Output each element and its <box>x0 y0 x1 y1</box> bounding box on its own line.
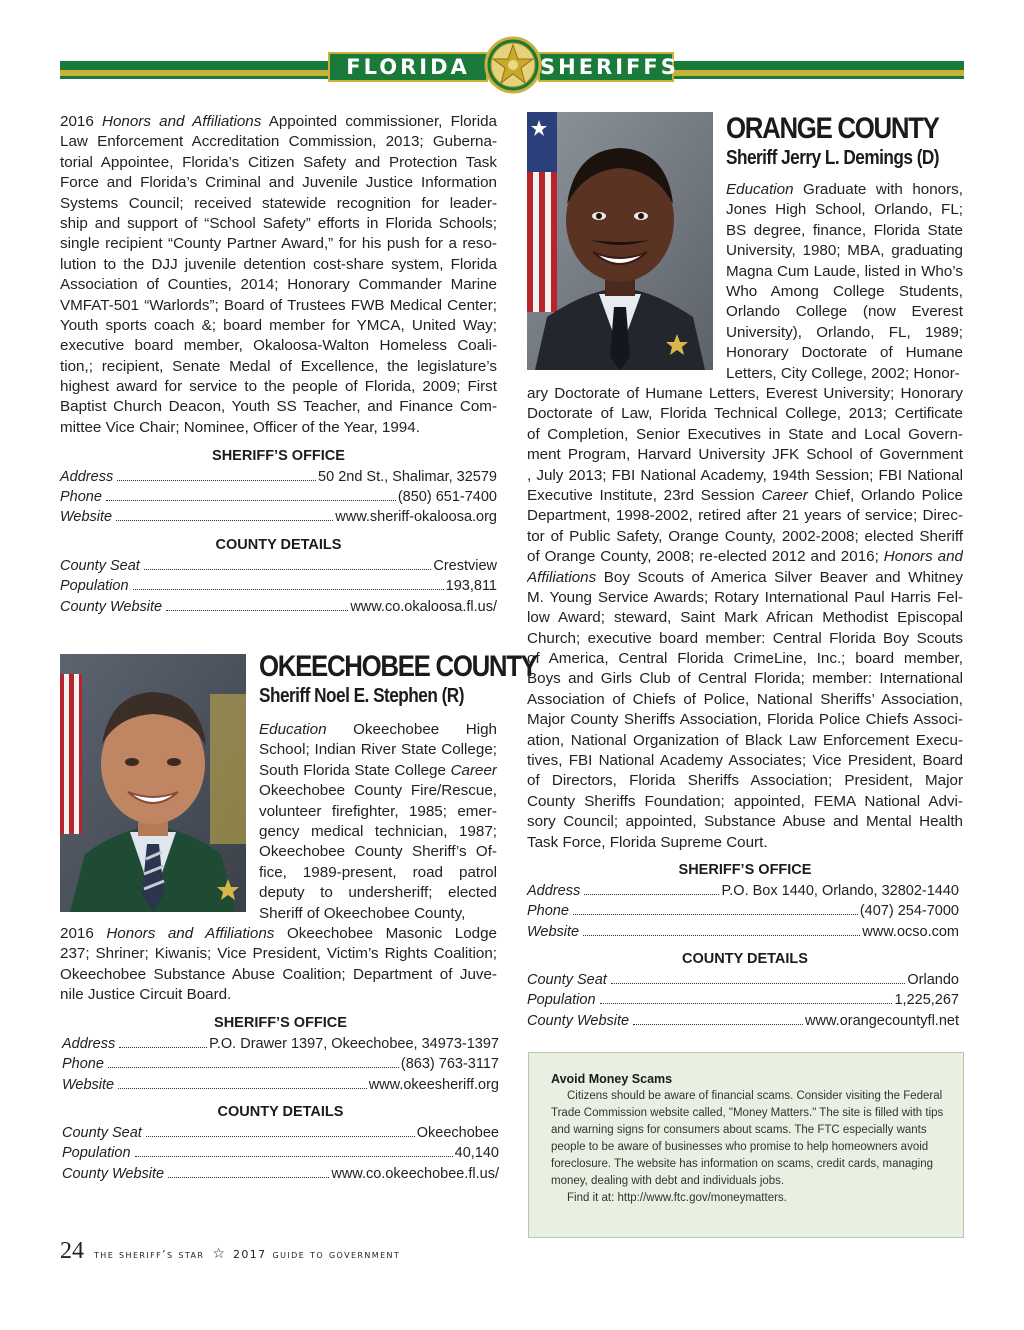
orange-population: Population 1,225,267 <box>527 992 959 1008</box>
bio-line: of Directors, Florida Sheriffs Association; President, Major <box>527 772 963 790</box>
star-icon: ☆ <box>212 1245 225 1261</box>
bio-line: County Sheriffs Foundation; appointed, FEMA National Advi- <box>527 792 963 810</box>
bio-line: fice, 1989-present, road patrol <box>259 863 497 881</box>
okeechobee-bio <box>259 720 497 924</box>
bio-line: Who Among College Students, <box>726 282 963 300</box>
okaloosa-office-heading: SHERIFF’S OFFICE <box>212 448 345 464</box>
scam-box-body: Citizens should be aware of financial scams. Consider visiting the Federal Trade Commission website called, "Money Matters." The site is filled with tips and warning signs for consumers about scams. The FTC especially wants people to be aware of businesses who promise to help homeowners avoid foreclosure. The website has information on scams, credit cards, managing money, dealing with debt and individuals jobs. <box>551 1090 944 1187</box>
bio-line: Okeechobee Substance Abuse Coalition; Department of Juve- <box>60 965 497 983</box>
bio-line: BS degree, finance, Florida State <box>726 221 963 239</box>
bio-line: ation, National Organization of Black Law Enforcement Execu- <box>527 731 963 749</box>
bio-line: Boys and Girls Club of Central Florida; member: International <box>527 670 963 688</box>
orange-county-title: ORANGE COUNTY <box>726 112 939 145</box>
header-banner <box>0 30 1024 100</box>
bio-line: 2016 Honors and Affiliations Okeechobee Masonic Lodge <box>60 925 497 942</box>
okaloosa-bio <box>60 112 497 438</box>
bio-line: Association of Chiefs of Police, National Sheriffs’ Association, <box>527 690 963 708</box>
okeechobee-county-heading: COUNTY DETAILS <box>217 1104 344 1120</box>
okaloosa-county-website: County Website www.co.okaloosa.fl.us/ <box>60 599 497 615</box>
orange-county-seat: County Seat Orlando <box>527 972 959 988</box>
bio-line: Association of Counties, 2014; Honorary Commander Marine <box>60 276 497 294</box>
okeechobee-sheriff-name: Sheriff Noel E. Stephen (R) <box>259 685 464 707</box>
bio-line: School; Indian River State College; <box>259 741 497 759</box>
bio-line: Honorary Doctorate of Humane <box>726 344 963 362</box>
orange-bio <box>726 180 963 384</box>
bio-line: Sheriff of Okeechobee County, <box>259 904 466 922</box>
okaloosa-website: Website www.sheriff-okaloosa.org <box>60 509 497 525</box>
bio-line: Task Force, Florida Supreme Court. <box>527 833 768 851</box>
bio-line: University, 1980; MBA, graduating <box>726 242 963 260</box>
orange-sheriff-photo <box>527 112 713 370</box>
bio-line: of Completion, Senior Executives in State and Local Govern- <box>527 425 963 443</box>
okeechobee-phone: Phone (863) 763-3117 <box>62 1056 499 1072</box>
bio-line: Systems Council; received statewide recognition for leader- <box>60 194 497 212</box>
bio-line: Church; executive board member: Central Florida Boy Scouts <box>527 629 963 647</box>
edition-year: 2017 <box>232 1248 267 1261</box>
bio-line: Baptist Church Deacon, Youth SS Teacher, and Finance Com- <box>60 398 497 416</box>
money-scams-box <box>528 1052 964 1238</box>
bio-line: University), Orlando, FL, 1989; <box>726 323 963 341</box>
bio-line: ship and support of “School Safety” efforts in Florida Schools; <box>60 214 497 232</box>
bio-line: Executive Institute, 23rd Session Career Chief, Orlando Police <box>527 486 963 504</box>
okeechobee-bio-continued <box>60 924 497 1006</box>
okaloosa-county-heading: COUNTY DETAILS <box>215 537 342 553</box>
bio-line: Okeechobee County Sheriff’s Of- <box>259 843 497 861</box>
okaloosa-population: Population 193,811 <box>60 578 497 594</box>
bio-line: Orlando College (now Everest <box>726 303 963 321</box>
okeechobee-office-heading: SHERIFF’S OFFICE <box>214 1015 347 1031</box>
bio-line: 2016 Honors and Affiliations Appointed commissioner, Florida <box>60 113 497 130</box>
bio-line: tives, FBI National Academy Associates; Vice President, Board <box>527 752 963 770</box>
page-footer <box>60 1238 400 1268</box>
okeechobee-sheriff-photo <box>60 654 246 912</box>
orange-phone: Phone (407) 254-7000 <box>527 903 959 919</box>
bio-line: ment Program, Harvard University JFK School of Government <box>527 446 963 464</box>
okeechobee-county-title: OKEECHOBEE COUNTY <box>259 650 537 683</box>
orange-bio-continued <box>527 384 963 853</box>
bio-line: deputy to undersheriff; elected <box>259 884 497 902</box>
bio-line: Education Okeechobee High <box>259 721 497 738</box>
bio-line: gency medical technician, 1987; <box>259 822 497 840</box>
bio-line: sory Council; appointed, Substance Abuse and Mental Health <box>527 813 963 831</box>
bio-line: , July 2013; FBI National Academy, 194th Session; FBI National <box>527 466 963 484</box>
bio-line: Law Enforcement Accreditation Commission, 2013; Guberna- <box>60 133 497 151</box>
banner-florida: FLORIDA <box>328 52 488 82</box>
okeechobee-address: Address P.O. Drawer 1397, Okeechobee, 34973-1397 <box>62 1036 499 1052</box>
bio-line: Education Graduate with honors, <box>726 181 963 198</box>
okaloosa-county-seat: County Seat Crestview <box>60 558 497 574</box>
bio-line: Jones High School, Orlando, FL; <box>726 201 963 219</box>
okeechobee-website: Website www.okeesheriff.org <box>62 1077 499 1093</box>
bio-line: Major County Sheriffs Association, Florida Police Chiefs Associ- <box>527 711 963 729</box>
orange-county-heading: COUNTY DETAILS <box>682 951 808 967</box>
bio-line: M. Young Service Awards; Rotary International Paul Harris Fel- <box>527 588 963 606</box>
page-number: 24 <box>60 1238 84 1264</box>
orange-county-website: County Website www.orangecountyfl.net <box>527 1013 959 1029</box>
bio-line: highest award for service to the people of Florida, 2009; First <box>60 378 497 396</box>
orange-address: Address P.O. Box 1440, Orlando, 32802-1440 <box>527 883 959 899</box>
bio-line: Affiliations Boy Scouts of America Silver Beaver and Whitney <box>527 568 963 586</box>
publication-name: the sheriff’s star <box>94 1248 205 1261</box>
okaloosa-phone: Phone (850) 651-7400 <box>60 489 497 505</box>
bio-line: VMFAT-501 “Warlords”; Board of Trustees FWB Medical Center; <box>60 296 497 314</box>
bio-line: executive board member, Okaloosa-Walton Homeless Coali- <box>60 337 497 355</box>
sheriff-star-icon <box>484 36 542 94</box>
bio-line: nile Justice Circuit Board. <box>60 986 232 1004</box>
bio-line: of Orange County, 2008; re-elected 2012 and 2016; Honors and <box>527 548 963 566</box>
bio-line: 237; Shriner; Kiwanis; Vice President, Victim’s Rights Coalition; <box>60 945 497 963</box>
orange-office-heading: SHERIFF’S OFFICE <box>678 862 812 878</box>
bio-line: tor of Public Safety, Orange County, 2002-2008; elected Sheriff <box>527 527 963 545</box>
bio-line: ary Doctorate of Humane Letters, Everest University; Honorary <box>527 385 963 402</box>
edition-name: guide to government <box>272 1248 401 1261</box>
okeechobee-county-website: County Website www.co.okeechobee.fl.us/ <box>62 1166 499 1182</box>
banner-sheriffs: SHERIFFS <box>538 52 674 82</box>
okeechobee-county-seat: County Seat Okeechobee <box>62 1125 499 1141</box>
bio-line: Letters, City College, 2002; Honor- <box>726 364 960 382</box>
bio-line: Okeechobee County Fire/Rescue, <box>259 782 497 800</box>
bio-line: of America, Central Florida CrimeLine, Inc.; board member, <box>527 650 963 668</box>
orange-sheriff-name: Sheriff Jerry L. Demings (D) <box>726 147 940 169</box>
bio-line: low Award; steward, Saint Mark African Methodist Episcopal <box>527 609 963 627</box>
bio-line: Magna Cum Laude, listed in Who’s <box>726 262 963 280</box>
okeechobee-population: Population 40,140 <box>62 1145 499 1161</box>
bio-line: Department, 1998-2002, retired after 21 years of service; Direc- <box>527 507 963 525</box>
bio-line: volunteer firefighter, 1985; emer- <box>259 802 497 820</box>
bio-line: single recipient “County Partner Award,” for his push for a reso- <box>60 235 497 253</box>
bio-line: lution to the DJJ juvenile detention cost-share system, Florida <box>60 255 497 273</box>
okaloosa-address: Address 50 2nd St., Shalimar, 32579 <box>60 469 497 485</box>
bio-line: South Florida State College Career <box>259 761 497 779</box>
bio-line: torial Appointee, Florida’s Citizen Safety and Protection Task <box>60 153 497 171</box>
bio-line: Youth sports coach &; board member for YMCA, United Way; <box>60 316 497 334</box>
bio-line: tion,; recipient, Senate Medal of Excellence, the legislature’s <box>60 357 497 375</box>
scam-box-link: Find it at: http://www.ftc.gov/moneymatters. <box>567 1192 787 1204</box>
scam-box-title: Avoid Money Scams <box>551 1072 673 1086</box>
bio-line: Force and Florida’s Criminal and Juvenile Justice Information <box>60 174 497 192</box>
bio-line: mittee Vice Chair; Nominee, Officer of the Year, 1994. <box>60 418 420 436</box>
orange-website: Website www.ocso.com <box>527 924 959 940</box>
bio-line: Doctorate of Law, Florida Technical College, 2013; Certificate <box>527 405 963 423</box>
